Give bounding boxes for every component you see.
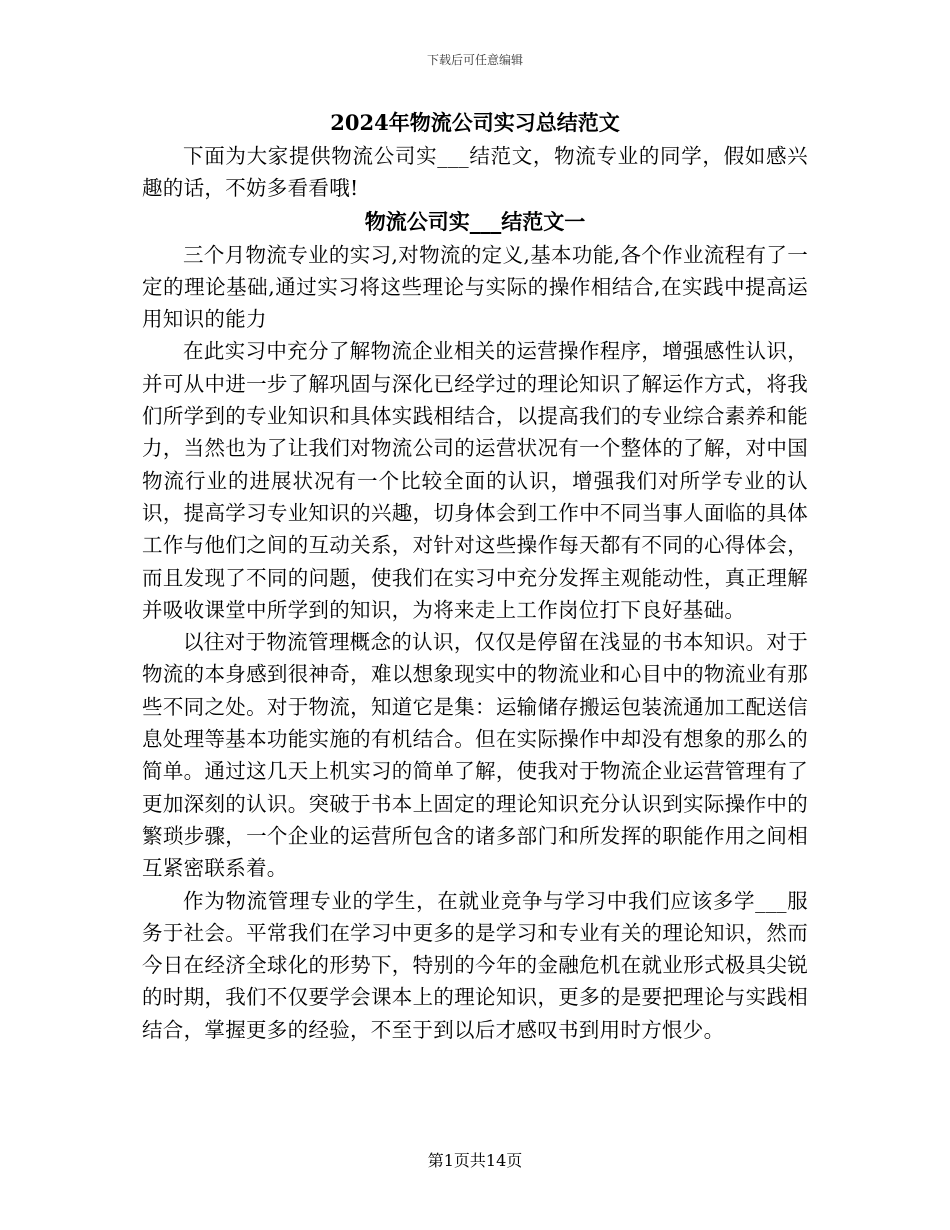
section-title: 物流公司实___结范文一 xyxy=(364,208,586,234)
body-paragraph-2: 在此实习中充分了解物流企业相关的运营操作程序，增强感性认识，并可从中进一步了解巩固与深化已经学过的理论知识了解运作方式，将我们所学到的专业知识和具体实践相结合，以提高我们的专业综合素养和能力，当然也为了让我们对物流公司的运营状况有一个整体的了解，对中国物流行业的进展状况有一个比较全面的认识，增强我们对所学专业的认识，提高学习专业知识的兴趣，切身体会到工作中不同当事人面临的具体工作与他们之间的互动关系，对针对这些操作每天都有不同的心得体会，而且发现了不同的问题，使我们在实习中充分发挥主观能动性，真正理解并吸收课堂中所学到的知识，为将来走上工作岗位打下良好基础。 xyxy=(142,339,808,622)
body-paragraph-3: 以往对于物流管理概念的认识，仅仅是停留在浅显的书本知识。对于物流的本身感到很神奇，难以想象现实中的物流业和心目中的物流业有那些不同之处。对于物流，知道它是集：运输储存搬运包装流通加工配送信息处理等基本功能实施的有机结合。但在实际操作中却没有想象的那么的简单。通过这几天上机实习的简单了解，使我对于物流企业运营管理有了更加深刻的认识。突破于书本上固定的理论知识充分认识到实际操作中的繁琐步骤，一个企业的运营所包含的诸多部门和所发挥的职能作用之间相互紧密联系着。 xyxy=(142,630,808,881)
document-title: 2024年物流公司实习总结范文 xyxy=(330,110,620,135)
body-paragraph-4: 作为物流管理专业的学生，在就业竞争与学习中我们应该多学___服务于社会。平常我们在学习中更多的是学习和专业有关的理论知识，然而今日在经济全球化的形势下，特别的今年的金融危机在就业形式极具尖锐的时期，我们不仅要学会课本上的理论知识，更多的是要把理论与实践相结合，掌握更多的经验，不至于到以后才感叹书到用时方恨少。 xyxy=(142,888,808,1042)
page-indicator: 第1页共14页 xyxy=(427,1151,523,1170)
intro-paragraph: 下面为大家提供物流公司实___结范文，物流专业的同学，假如感兴趣的话，不妨多看看哦! xyxy=(142,144,808,201)
document-body xyxy=(142,106,808,1046)
body-paragraph-1: 三个月物流专业的实习,对物流的定义,基本功能,各个作业流程有了一定的理论基础,通过实习将这些理论与实际的操作相结合,在实践中提高运用知识的能力 xyxy=(142,242,808,332)
header-note: 下载后可任意编辑 xyxy=(426,53,523,67)
